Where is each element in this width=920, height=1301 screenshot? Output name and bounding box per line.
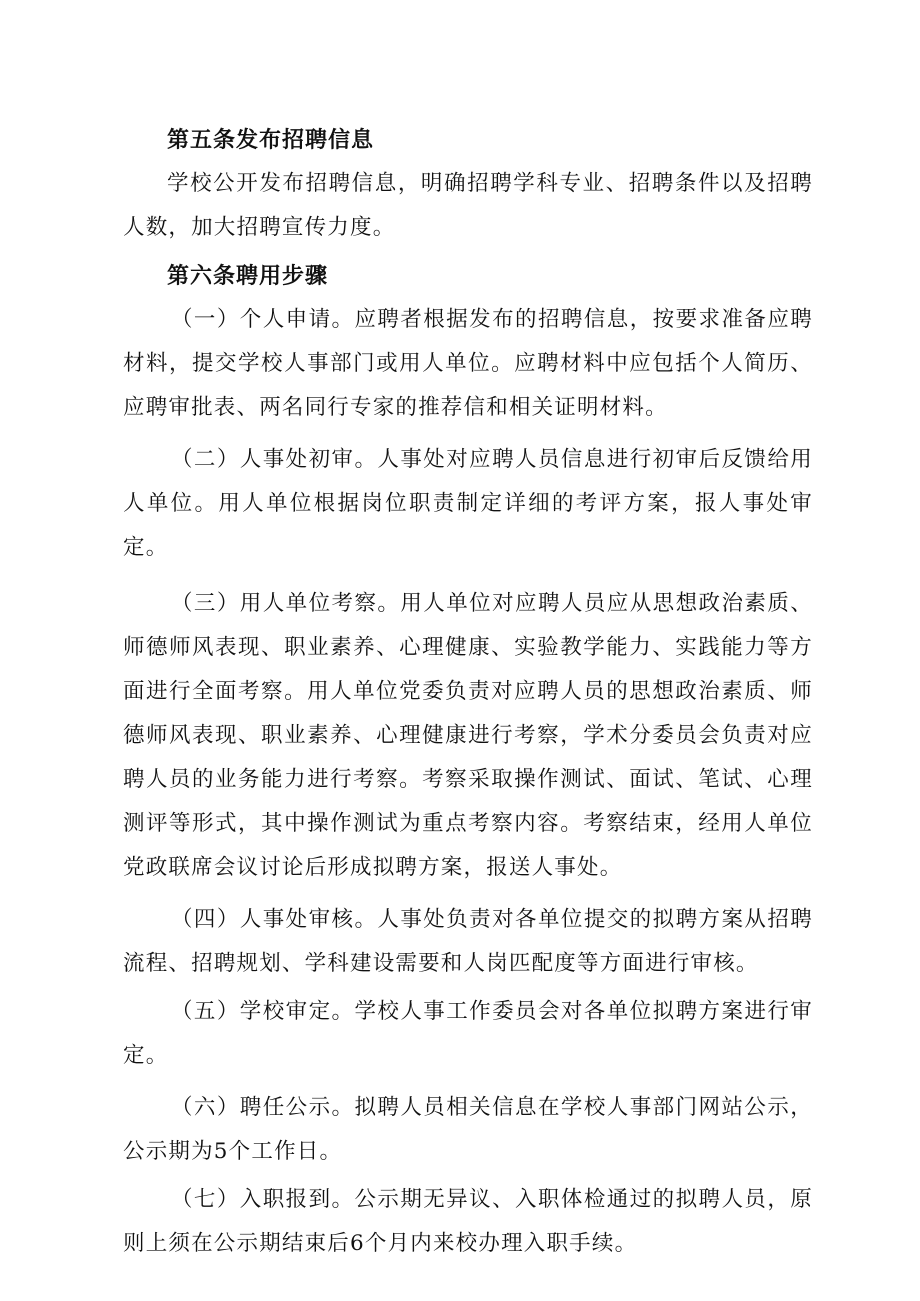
step-5-school-approval: （五）学校审定。学校人事工作委员会对各单位拟聘方案进行审定。 [123, 999, 813, 1068]
step-7-onboarding: （七）入职报到。公示期无异议、入职体检通过的拟聘人员，原则上须在公示期结束后6个月内来校办理入职手续。 [123, 1187, 813, 1256]
article5-body: 学校公开发布招聘信息，明确招聘学科专业、招聘条件以及招聘人数，加大招聘宣传力度。 [123, 171, 813, 240]
step-2-preliminary-review: （二）人事处初审。人事处对应聘人员信息进行初审后反馈给用人单位。用人单位根据岗位职责制定详细的考评方案，报人事处审定。 [123, 447, 813, 560]
step-6-public-notice: （六）聘任公示。拟聘人员相关信息在学校人事部门网站公示，公示期为5个工作日。 [123, 1095, 813, 1164]
article6-heading: 第六条聘用步骤 [167, 263, 329, 289]
step-1-personal-application: （一）个人申请。应聘者根据发布的招聘信息，按要求准备应聘材料，提交学校人事部门或用人单位。应聘材料中应包括个人简历、应聘审批表、两名同行专家的推荐信和相关证明材料。 [123, 307, 813, 420]
document-body [123, 118, 813, 1266]
article5-heading: 第五条发布招聘信息 [167, 127, 375, 153]
step-3-unit-assessment: （三）用人单位考察。用人单位对应聘人员应从思想政治素质、师德师风表现、职业素养、心理健康、实验教学能力、实践能力等方面进行全面考察。用人单位党委负责对应聘人员的思想政治素质、师德师风表现、职业素养、心理健康进行考察，学术分委员会负责对应聘人员的业务能力进行考察。考察采取操作测试、面试、笔试、心理测评等形式，其中操作测试为重点考察内容。考察结束，经用人单位党政联席会议讨论后形成拟聘方案，报送人事处。 [123, 591, 813, 880]
step-4-hr-audit: （四）人事处审核。人事处负责对各单位提交的拟聘方案从招聘流程、招聘规划、学科建设需要和人岗匹配度等方面进行审核。 [123, 907, 813, 976]
